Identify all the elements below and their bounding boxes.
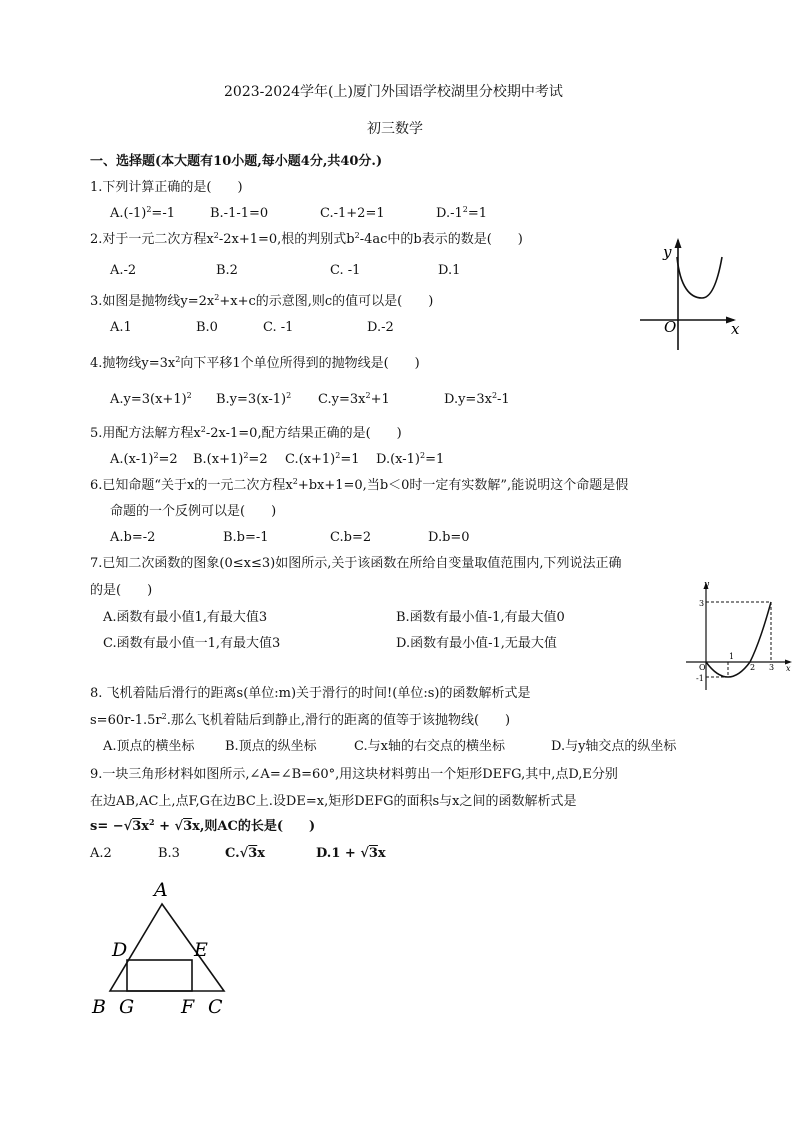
q9-label-d: D: [112, 939, 128, 961]
q9-formula-line: $s= -√3x^2 + √3x$,则AC的长是( ): [90, 817, 316, 834]
q9-label-f: F: [181, 996, 195, 1018]
q9-label-e: E: [194, 939, 208, 961]
q7-x2-label: 2: [750, 663, 756, 672]
q9-option-d: D.1 + √3x: [316, 846, 386, 861]
q5-stem: 5.用配方法解方程$x^2-2x-1=0$,配方结果正确的是( ): [90, 425, 402, 441]
q3-stem: 3.如图是抛物线$y=2x^2+x+c$的示意图,则c的值可以是( ): [90, 293, 434, 309]
q3-parabola-figure: [630, 235, 750, 355]
q9-option-a: A.2: [90, 846, 112, 861]
q5-option-d: $D.(x-1)^2=1$: [376, 451, 445, 467]
q6-option-b: B.b=-1: [223, 530, 269, 545]
q2-option-a: A.-2: [110, 263, 137, 278]
q3-x-label: x: [731, 320, 740, 338]
q7-option-c: C.函数有最小值一1,有最大值3: [103, 636, 281, 651]
q1-stem: 1.下列计算正确的是( ): [90, 180, 243, 195]
q9-stem-line2: 在边AB,AC上,点F,G在边BC上.设DE=x,矩形DEFG的面积s与x之间的函数解析式是: [90, 794, 577, 809]
q9-label-a: A: [154, 879, 168, 901]
q2-option-d: D.1: [438, 263, 461, 278]
q2-option-b: B.2: [216, 263, 238, 278]
q3-option-d: D.-2: [367, 320, 394, 335]
q6-stem: 6.已知命题“关于x的一元二次方程$x^2+bx+1=0$,当b＜0时一定有实数解”,能说明这个命题是假: [90, 477, 629, 493]
q7-option-a: A.函数有最小值1,有最大值3: [103, 610, 268, 625]
q9-option-b: B.3: [158, 846, 180, 861]
q9-triangle-figure: [88, 878, 248, 1023]
q3-parabola-curve: [677, 257, 722, 298]
q4-option-b: $B.y=3(x-1)^2$: [216, 391, 292, 407]
q3-option-b: B.0: [196, 320, 218, 335]
q5-option-b: $B.(x+1)^2=2$: [193, 451, 268, 467]
q3-option-c: C. -1: [263, 320, 294, 335]
q2-stem: 2.对于一元二次方程$x^2-2x+1=0$,根的判别式$b^2-4ac$中的b表示的数是( ): [90, 231, 523, 247]
q9-rectangle-defg: [127, 960, 192, 991]
q7-x3-label: 3: [769, 663, 775, 672]
q7-y-label: y: [704, 580, 710, 590]
q4-option-a: $A.y=3(x+1)^2$: [110, 391, 192, 407]
q7-stem-line2: 的是( ): [90, 583, 153, 598]
q8-stem-line2: $s=60r-1.5r^2$.那么飞机着陆后到静止,滑行的距离的值等于该抛物线( ): [90, 712, 511, 728]
q3-option-a: A.1: [110, 320, 132, 335]
q9-option-c: C.√3x: [225, 846, 266, 861]
q7-x1-label: 1: [729, 652, 735, 661]
q7-parabola-curve: [706, 602, 771, 677]
q7-yneg1-label: -1: [696, 674, 704, 683]
q9-label-g: G: [119, 996, 135, 1018]
q7-graph-figure: [682, 578, 792, 688]
q9-label-c: C: [208, 996, 223, 1018]
q8-option-a: A.顶点的横坐标: [103, 739, 195, 754]
q8-option-b: B.顶点的纵坐标: [225, 739, 317, 754]
q4-stem: 4.抛物线$y=3x^2$向下平移1个单位所得到的抛物线是( ): [90, 355, 420, 371]
q6-option-a: A.b=-2: [110, 530, 156, 545]
q7-y3-label: 3: [699, 599, 705, 608]
q7-origin-label: O: [699, 663, 706, 672]
q1-option-d: $D.-1^2=1$: [436, 205, 488, 221]
q9-label-b: B: [92, 996, 106, 1018]
q6-option-c: C.b=2: [330, 530, 372, 545]
q2-option-c: C. -1: [330, 263, 361, 278]
q6-stem-line2: 命题的一个反例可以是( ): [110, 504, 277, 519]
q3-origin-label: O: [664, 318, 677, 336]
subject-title: 初三数学: [367, 121, 423, 137]
q5-option-c: $C.(x+1)^2=1$: [285, 451, 360, 467]
q7-option-b: B.函数有最小值-1,有最大值0: [396, 610, 565, 625]
q1-option-a: $A.(-1)^2=-1$: [110, 205, 175, 221]
exam-title: 2023-2024学年(上)厦门外国语学校湖里分校期中考试: [224, 84, 563, 100]
q7-x-label: x: [786, 664, 791, 673]
q3-y-label: y: [663, 243, 672, 261]
q9-stem: 9.一块三角形材料如图所示,∠A=∠B=60°,用这块材料剪出一个矩形DEFG,其中,点D,E分别: [90, 767, 618, 782]
q7-option-d: D.函数有最小值-1,无最大值: [396, 636, 557, 651]
q8-option-c: C.与x轴的右交点的横坐标: [354, 739, 505, 754]
q8-option-d: D.与y轴交点的纵坐标: [551, 739, 677, 754]
section-heading: 一、选择题(本大题有10小题,每小题4分,共40分.): [90, 154, 383, 169]
q7-stem: 7.已知二次函数的图象(0≤x≤3)如图所示,关于该函数在所给自变量取值范围内,下列说法正确: [90, 556, 622, 571]
q4-option-c: $C.y=3x^2+1$: [318, 391, 390, 407]
q4-option-d: $D.y=3x^2-1$: [444, 391, 510, 407]
q3-y-arrow-icon: [675, 238, 682, 248]
q5-option-a: $A.(x-1)^2=2$: [110, 451, 178, 467]
q1-option-b: B.-1-1=0: [210, 206, 269, 221]
q1-option-c: C.-1+2=1: [320, 206, 385, 221]
q8-stem: 8. 飞机着陆后滑行的距离s(单位:m)关于滑行的时间!(单位:s)的函数解析式是: [90, 686, 531, 701]
q6-option-d: D.b=0: [428, 530, 470, 545]
